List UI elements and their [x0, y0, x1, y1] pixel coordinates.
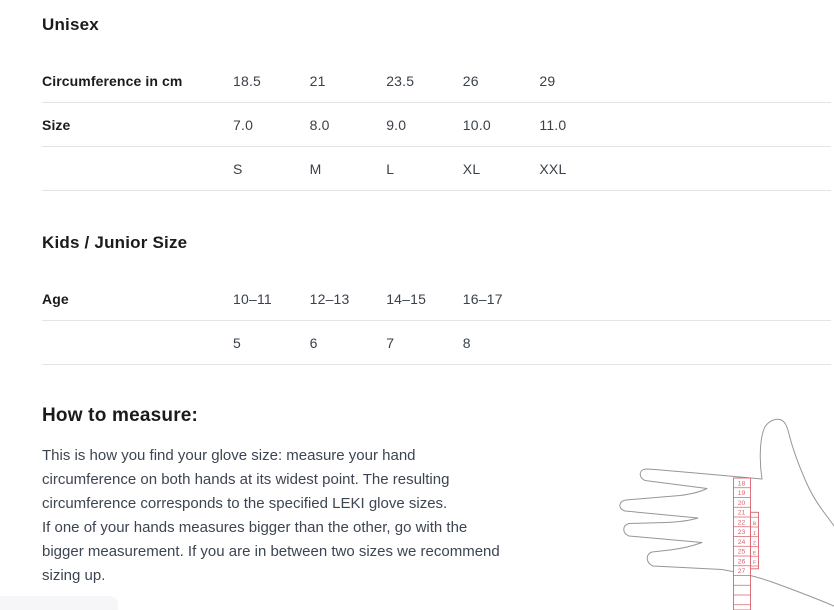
numeric-size-value: 10.0: [462, 116, 491, 133]
measure-text-line: This is how you find your glove size: measure your hand: [42, 447, 416, 464]
circumference-value: 18.5: [233, 72, 262, 89]
row-label-size: Size: [42, 116, 71, 133]
unisex-section-title: Unisex: [42, 15, 99, 34]
age-range-value: 16–17: [462, 290, 503, 307]
circumference-value: 29: [539, 72, 556, 89]
kids-size-value: 6: [309, 334, 318, 351]
letter-size-value: L: [386, 160, 395, 177]
kids-section-title: Kids / Junior Size: [42, 233, 188, 252]
table-row-kids-size: [42, 321, 831, 365]
hand-measuring-illustration: [610, 415, 834, 610]
numeric-size-value: 11.0: [539, 116, 567, 133]
how-to-measure-title: How to measure:: [42, 405, 199, 426]
svg-text:26: 26: [737, 558, 746, 566]
circumference-value: 21: [309, 72, 326, 89]
circumference-value: 23.5: [386, 72, 415, 89]
svg-text:27: 27: [737, 568, 746, 576]
unisex-size-table: [42, 59, 831, 191]
partial-element-below-fold: [0, 596, 118, 610]
measure-text-line: circumference on both hands at its widest point. The resulting: [42, 471, 450, 488]
kids-size-table: [42, 277, 831, 365]
letter-size-value: XL: [462, 160, 481, 177]
kids-size-value: 5: [233, 334, 241, 351]
svg-text:18: 18: [737, 480, 746, 488]
numeric-size-value: 7.0: [233, 116, 254, 133]
letter-size-value: M: [309, 160, 322, 177]
letter-size-value: S: [233, 160, 243, 177]
svg-text:22: 22: [737, 519, 746, 527]
svg-text:E: E: [752, 550, 757, 557]
table-row-age: [42, 277, 831, 321]
svg-text:I: I: [752, 531, 757, 537]
svg-text:23: 23: [737, 529, 746, 537]
measure-text-line: sizing up.: [42, 567, 106, 584]
table-row-letter-size: [42, 147, 831, 191]
svg-text:25: 25: [737, 548, 746, 556]
kids-size-value: 7: [386, 334, 395, 351]
circumference-value: 26: [462, 72, 479, 89]
svg-text:21: 21: [737, 509, 746, 517]
row-label-circumference: Circumference in cm: [42, 72, 183, 89]
svg-text:F: F: [752, 560, 757, 567]
age-range-value: 10–11: [233, 290, 272, 307]
svg-text:B: B: [752, 521, 757, 528]
letter-size-value: XXL: [539, 160, 567, 177]
svg-text:20: 20: [737, 499, 746, 507]
hand-outline: [620, 419, 834, 606]
measure-text-line: bigger measurement. If you are in between two sizes we recommend: [42, 543, 500, 560]
numeric-size-value: 9.0: [386, 116, 407, 133]
age-range-value: 14–15: [386, 290, 427, 307]
svg-text:24: 24: [737, 538, 746, 546]
kids-size-value: 8: [462, 334, 471, 351]
measure-text-line: If one of your hands measures bigger than the other, go with the: [42, 519, 468, 536]
numeric-size-value: 8.0: [309, 116, 330, 133]
how-to-measure-text: [42, 444, 500, 588]
measuring-tape: [734, 478, 759, 610]
table-row-size: [42, 103, 831, 147]
svg-text:Z: Z: [752, 540, 757, 547]
age-range-value: 12–13: [309, 290, 350, 307]
measure-text-line: circumference corresponds to the specified LEKI glove sizes.: [42, 495, 448, 512]
svg-text:19: 19: [737, 490, 746, 498]
row-label-age: Age: [42, 290, 69, 307]
table-row-circumference: [42, 59, 831, 103]
